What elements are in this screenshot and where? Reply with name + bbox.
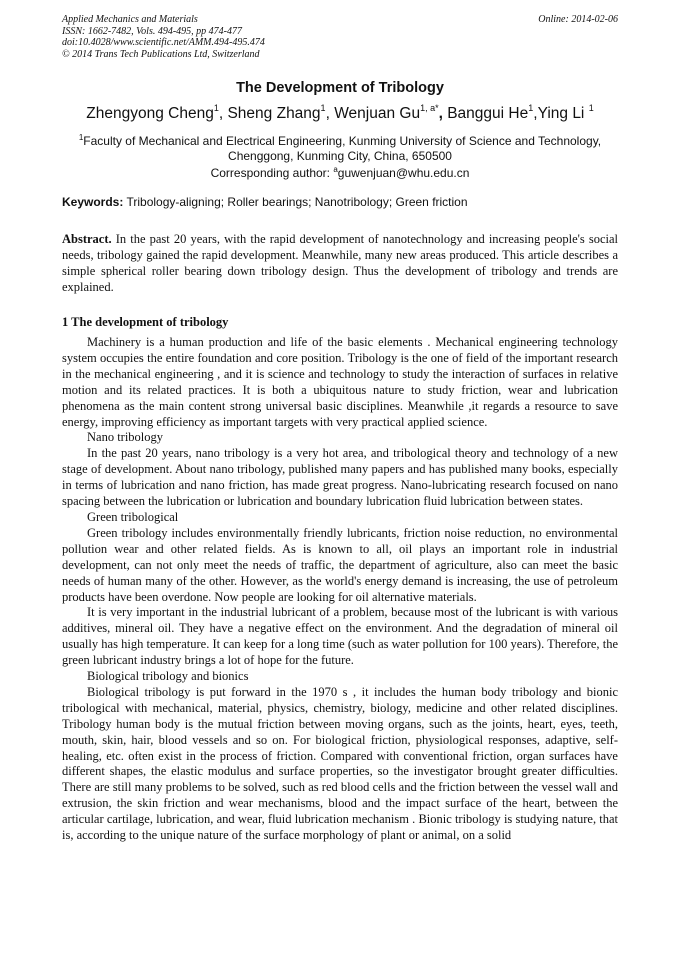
keywords-label: Keywords: [62, 195, 124, 209]
abstract-text: In the past 20 years, with the rapid development of nanotechnology and increasing people's social needs, tribology gained the rapid development. Meanwhile, many new areas produced. This article describes a simple spherical roller bearing down tribology design. Thus the development of tribology and trends are explained. [62, 232, 618, 294]
author-name: Banggui He [447, 105, 529, 122]
author-name: Wenjuan Gu [334, 105, 421, 122]
subsection-heading: Green tribological [87, 509, 179, 524]
corresponding-label: Corresponding author: [210, 166, 334, 180]
paper-title: The Development of Tribology [236, 80, 444, 96]
keywords [62, 195, 618, 209]
keywords-text: Tribology-aligning; Roller bearings; Nanotribology; Green friction [123, 195, 468, 209]
abstract-label: Abstract. [62, 232, 112, 246]
issn-line: ISSN: 1662-7482, Vols. 494-495, pp 474-477 [62, 25, 242, 37]
body-paragraph: Biological tribology is put forward in the 1970 s , it includes the human body tribology and bionic tribological with mechanical, material, physics, chemistry, biology, medicine and other related disciplines. Tribology human body is the mutual friction between moving organs, such as the joints, heart, eyes, teeth, mouth, skin, hair, blood vessels and so on. For biological friction, physiological responses, adaptive, self-healing, etc. often exist in the process of friction. Compared with conventional friction, organ surfaces have different shapes, the elastic modulus and surface properties, so the investigator brought greater difficulties. There are still many problems to be solved, such as red blood cells and the friction between the vessel wall and extrusion, the skin friction and wear mechanisms, blood and the impact surface of the heart, between the articular cartilage, lubrication, and wear, fluid lubrication mechanism . Bionic tribology is studying nature, that is, according to the unique nature of the surface morphology of plant or animal, on a solid [62, 684, 618, 843]
author-list: Zhengyong Cheng$^1$, Sheng Zhang$^1$, Wenjuan $Gu^{1, a*}$, Banggui He$^1$,Ying Li $^1$ [86, 103, 594, 122]
subsection-heading: Nano tribology [87, 430, 164, 445]
journal-name: Applied Mechanics and Materials [62, 14, 198, 25]
body-paragraph: It is very important in the industrial lubricant of a problem, because most of the lubricant is with various additives, mineral oil. They have a negative effect on the environment. And the degradation of mineral oil usually has high temperature. It can keep for a long time (such as water pollution for 100 years). Therefore, the green lubricant industry brings a lot of hope for the future. [62, 605, 618, 668]
affiliation-line: Chenggong, Kunming City, China, 650500 [228, 148, 452, 163]
body-paragraph: In the past 20 years, nano tribology is a very hot area, and tribological theory and technology of a new stage of development. About nano tribology, published many papers and has published many books, especially in terms of lubrication and nano friction, has made great progress. Nano-lubricating research focused on nano spacing between the lubrication or lubrication and boundary lubrication fluid lubrication between states. [62, 446, 618, 509]
author-affil-mark: 1 [213, 103, 219, 113]
author-affil-mark: 1 [320, 103, 326, 113]
copyright-line: © 2014 Trans Tech Publications Ltd, Switzerland [62, 48, 260, 60]
author-name: Sheng Zhang [227, 105, 321, 122]
journal-header [62, 14, 618, 60]
online-date: Online: 2014-02-06 [538, 14, 618, 25]
body-paragraph: Green tribology includes environmentally friendly lubricants, friction noise reduction, no environmental pollution wear and other related fields. As is known to all, oil plays an important role in industrial development, can not only meet the needs of traffic, the department of agriculture, also can meet the basic needs of human many of the other. However, as the world's energy demand is increasing, the use of petroleum products have been overdone. Now people are looking for oil alternative materials. [62, 525, 618, 604]
corresponding-email: guwenjuan@whu.edu.cn [337, 166, 470, 180]
section-heading: 1 The development of tribology [62, 315, 229, 329]
section-body [62, 335, 618, 844]
author-affil-mark: 1 [528, 103, 534, 113]
author-affil-mark: 1 [588, 103, 594, 113]
subsection-heading: Biological tribology and bionics [87, 669, 249, 684]
body-paragraph: Machinery is a human production and life of the basic elements . Mechanical engineering technology system occupies the entire foundation and core position. Tribology is the one of field of the important research in the mechanical engineering , and it is science and technology to study the interaction of surfaces in relative motion and its related practices. It is both a ubiquitous nature to study friction, wear and lubrication phenomena as the main content strong universal basic disciplines. Meanwhile ,it regards a resource to save energy, improving efficiency as important targets with very practical applied science. [62, 335, 618, 429]
abstract [62, 232, 618, 296]
doi-line: doi:10.4028/www.scientific.net/AMM.494-495.474 [62, 37, 265, 48]
affiliation-mark: 1 [78, 133, 84, 142]
author-affil-mark: 1, a* [420, 103, 439, 113]
author-name: Ying Li [537, 105, 589, 122]
corresponding-mark: a [333, 165, 338, 174]
author-name: Zhengyong Cheng [86, 105, 214, 122]
affiliation-line: Faculty of Mechanical and Electrical Engineering, Kunming University of Science and Technology, [83, 134, 602, 148]
affiliation-block [50, 131, 630, 181]
